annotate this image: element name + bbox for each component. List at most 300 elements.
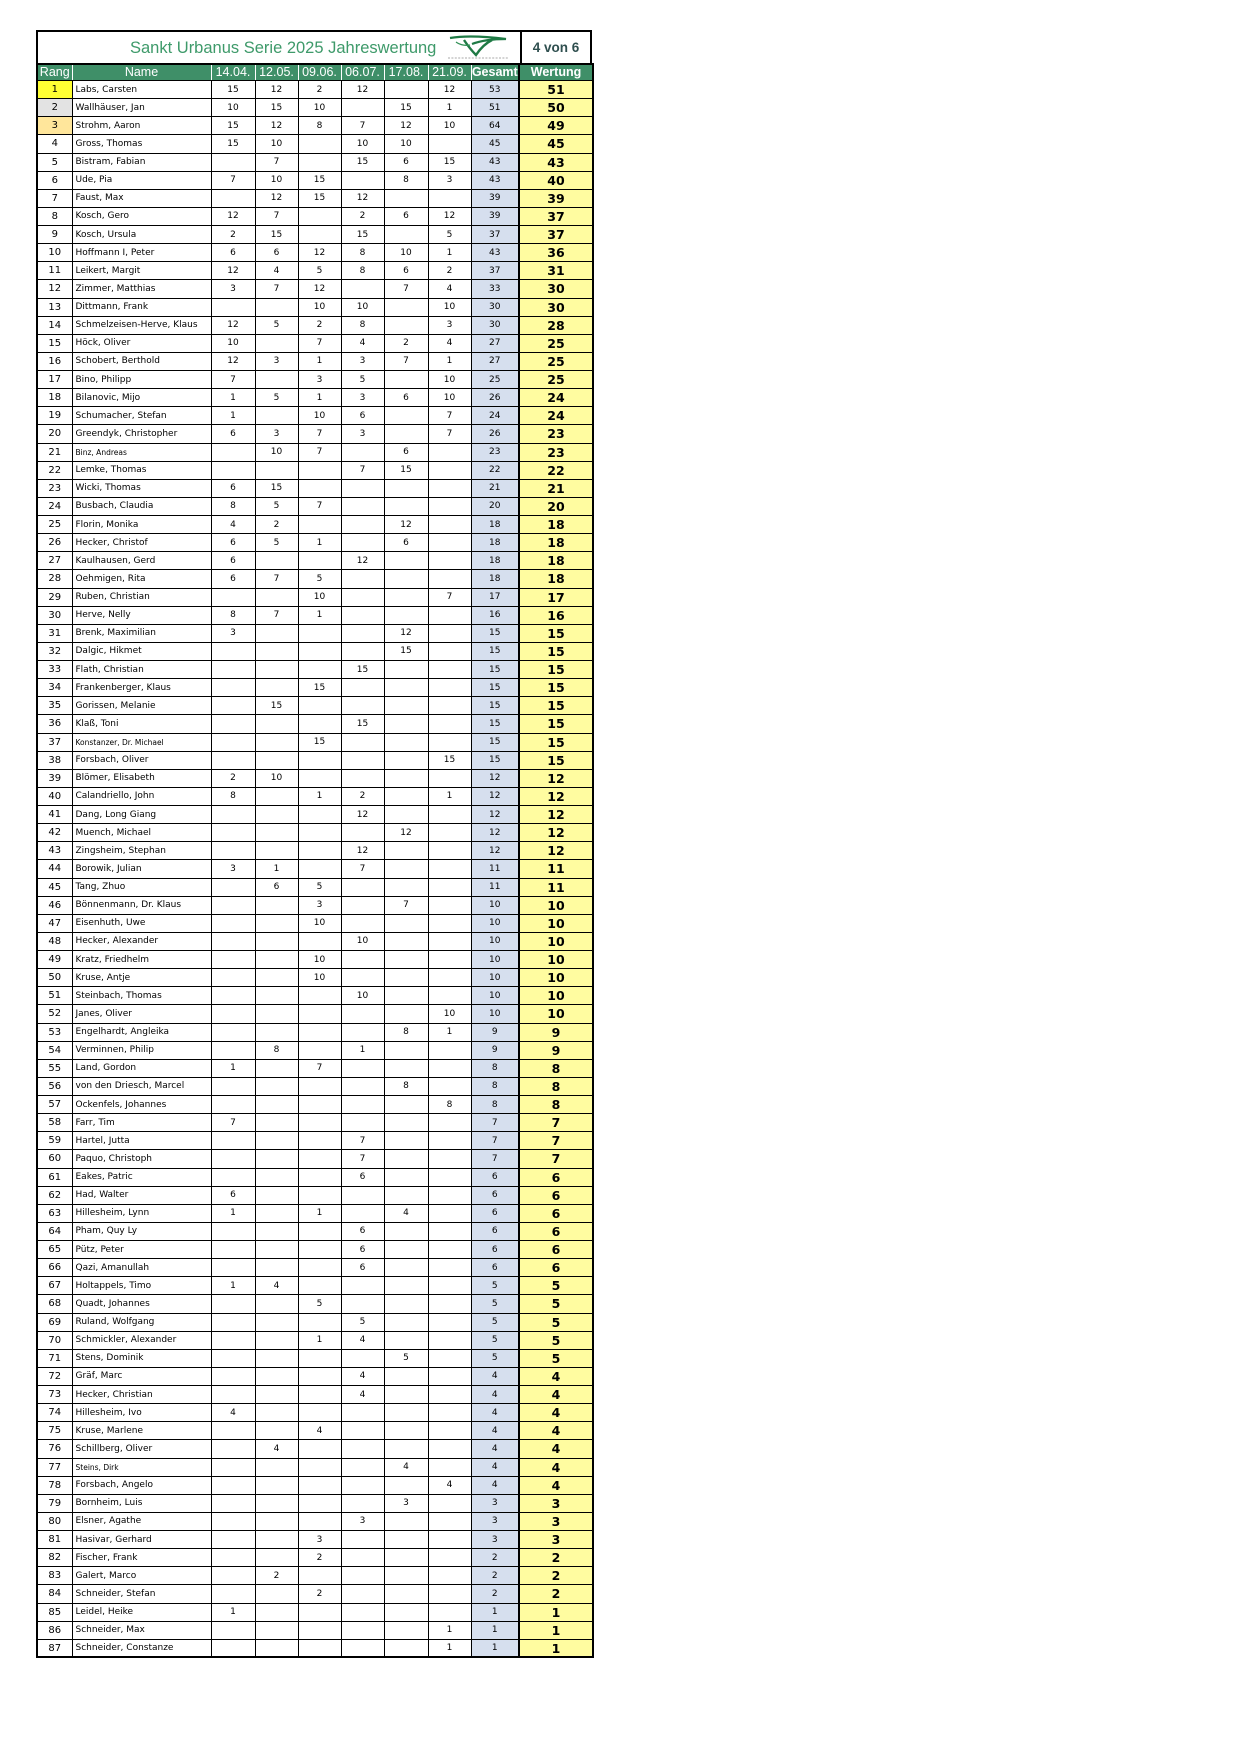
round-5-cell (384, 1621, 428, 1639)
round-6-cell (428, 1367, 471, 1385)
gesamt-cell: 8 (471, 1096, 519, 1114)
rank-cell: 5 (37, 153, 72, 171)
round-1-cell (211, 1476, 255, 1494)
round-2-cell (255, 371, 298, 389)
round-4-cell (341, 1349, 384, 1367)
round-4-cell: 15 (341, 715, 384, 733)
round-6-cell: 3 (428, 171, 471, 189)
round-6-cell: 7 (428, 425, 471, 443)
round-5-cell (384, 1567, 428, 1585)
round-5-cell (384, 1041, 428, 1059)
round-5-cell (384, 1404, 428, 1422)
round-3-cell (298, 1168, 341, 1186)
round-5-cell (384, 733, 428, 751)
rank-cell: 17 (37, 371, 72, 389)
round-3-cell: 1 (298, 1204, 341, 1222)
name-cell: Kosch, Gero (72, 207, 211, 225)
rank-cell: 9 (37, 226, 72, 244)
name-cell: Borowik, Julian (72, 860, 211, 878)
round-6-cell (428, 1585, 471, 1603)
round-6-cell (428, 1549, 471, 1567)
round-5-cell (384, 697, 428, 715)
round-2-cell: 5 (255, 534, 298, 552)
round-5-cell: 10 (384, 135, 428, 153)
gesamt-cell: 4 (471, 1367, 519, 1385)
gesamt-cell: 10 (471, 932, 519, 950)
wertung-cell: 8 (519, 1096, 593, 1114)
wertung-cell: 6 (519, 1259, 593, 1277)
round-4-cell (341, 1621, 384, 1639)
rank-cell: 36 (37, 715, 72, 733)
wertung-cell: 25 (519, 334, 593, 352)
gesamt-cell: 15 (471, 751, 519, 769)
wertung-cell: 4 (519, 1440, 593, 1458)
round-6-cell (428, 1186, 471, 1204)
wertung-cell: 4 (519, 1458, 593, 1476)
round-2-cell (255, 1404, 298, 1422)
gesamt-cell: 26 (471, 389, 519, 407)
rank-cell: 48 (37, 932, 72, 950)
round-4-cell: 10 (341, 135, 384, 153)
gesamt-cell: 8 (471, 1077, 519, 1095)
table-row (37, 479, 593, 497)
gesamt-cell: 45 (471, 135, 519, 153)
table-row (37, 1585, 593, 1603)
gesamt-cell: 3 (471, 1494, 519, 1512)
table-row (37, 1494, 593, 1512)
wertung-cell: 5 (519, 1295, 593, 1313)
round-4-cell (341, 534, 384, 552)
wertung-cell: 4 (519, 1386, 593, 1404)
round-3-cell: 1 (298, 389, 341, 407)
round-2-cell (255, 824, 298, 842)
table-row (37, 1041, 593, 1059)
wertung-cell: 8 (519, 1059, 593, 1077)
name-cell: Zingsheim, Stephan (72, 842, 211, 860)
round-3-cell (298, 1241, 341, 1259)
rank-cell: 24 (37, 497, 72, 515)
round-5-cell (384, 497, 428, 515)
round-2-cell (255, 461, 298, 479)
name-cell: Schneider, Constanze (72, 1639, 211, 1657)
round-4-cell (341, 679, 384, 697)
round-4-cell (341, 697, 384, 715)
rank-cell: 59 (37, 1132, 72, 1150)
round-3-cell: 10 (298, 407, 341, 425)
name-cell: Quadt, Johannes (72, 1295, 211, 1313)
round-3-cell (298, 1386, 341, 1404)
round-6-cell (428, 1494, 471, 1512)
name-cell: Faust, Max (72, 189, 211, 207)
rank-cell: 25 (37, 516, 72, 534)
round-2-cell: 6 (255, 244, 298, 262)
round-1-cell: 6 (211, 570, 255, 588)
round-3-cell: 10 (298, 914, 341, 932)
round-2-cell (255, 896, 298, 914)
round-1-cell: 7 (211, 371, 255, 389)
gesamt-cell: 12 (471, 787, 519, 805)
round-3-cell (298, 1313, 341, 1331)
round-3-cell (298, 1621, 341, 1639)
gesamt-cell: 39 (471, 207, 519, 225)
round-4-cell (341, 479, 384, 497)
name-cell: Wicki, Thomas (72, 479, 211, 497)
gesamt-cell: 7 (471, 1132, 519, 1150)
round-4-cell (341, 1494, 384, 1512)
name-cell: Leidel, Heike (72, 1603, 211, 1621)
round-3-cell: 2 (298, 1585, 341, 1603)
round-6-cell (428, 733, 471, 751)
table-row (37, 1549, 593, 1567)
round-1-cell: 1 (211, 1059, 255, 1077)
round-1-cell (211, 1259, 255, 1277)
col-header-round-3: 09.06. (298, 64, 341, 81)
table-row (37, 969, 593, 987)
round-4-cell (341, 1204, 384, 1222)
table-row (37, 1241, 593, 1259)
round-4-cell (341, 1023, 384, 1041)
table-row (37, 352, 593, 370)
name-cell: Galert, Marco (72, 1567, 211, 1585)
name-cell: Hartel, Jutta (72, 1132, 211, 1150)
name-cell: Schumacher, Stefan (72, 407, 211, 425)
round-1-cell: 1 (211, 1204, 255, 1222)
rank-cell: 72 (37, 1367, 72, 1385)
round-6-cell: 15 (428, 751, 471, 769)
name-cell: Land, Gordon (72, 1059, 211, 1077)
wertung-cell: 12 (519, 824, 593, 842)
gesamt-cell: 10 (471, 896, 519, 914)
rank-cell: 37 (37, 733, 72, 751)
round-1-cell (211, 1023, 255, 1041)
round-4-cell (341, 1440, 384, 1458)
round-1-cell: 6 (211, 1186, 255, 1204)
round-2-cell (255, 642, 298, 660)
round-3-cell: 2 (298, 316, 341, 334)
gesamt-cell: 5 (471, 1349, 519, 1367)
round-2-cell (255, 679, 298, 697)
round-5-cell: 3 (384, 1494, 428, 1512)
round-5-cell (384, 606, 428, 624)
round-6-cell (428, 1458, 471, 1476)
round-3-cell (298, 1005, 341, 1023)
wertung-cell: 4 (519, 1367, 593, 1385)
wertung-cell: 1 (519, 1639, 593, 1657)
round-1-cell (211, 1222, 255, 1240)
round-6-cell (428, 461, 471, 479)
round-5-cell (384, 1549, 428, 1567)
wertung-cell: 9 (519, 1023, 593, 1041)
table-row (37, 1259, 593, 1277)
round-4-cell: 6 (341, 407, 384, 425)
name-cell: Paquo, Christoph (72, 1150, 211, 1168)
table-row (37, 570, 593, 588)
round-1-cell (211, 1349, 255, 1367)
col-header-round-1: 14.04. (211, 64, 255, 81)
round-5-cell (384, 1585, 428, 1603)
table-row (37, 298, 593, 316)
round-1-cell: 10 (211, 99, 255, 117)
round-4-cell (341, 1295, 384, 1313)
round-4-cell: 7 (341, 860, 384, 878)
round-5-cell: 6 (384, 534, 428, 552)
round-5-cell: 2 (384, 334, 428, 352)
round-5-cell (384, 81, 428, 99)
gesamt-cell: 23 (471, 443, 519, 461)
round-6-cell (428, 896, 471, 914)
table-row (37, 1114, 593, 1132)
gesamt-cell: 33 (471, 280, 519, 298)
gesamt-cell: 18 (471, 516, 519, 534)
name-cell: Strohm, Aaron (72, 117, 211, 135)
round-5-cell (384, 860, 428, 878)
table-row (37, 443, 593, 461)
round-1-cell (211, 1005, 255, 1023)
round-3-cell: 15 (298, 679, 341, 697)
table-row (37, 407, 593, 425)
round-4-cell (341, 733, 384, 751)
round-1-cell: 6 (211, 552, 255, 570)
round-1-cell (211, 588, 255, 606)
round-6-cell: 4 (428, 334, 471, 352)
round-1-cell (211, 751, 255, 769)
table-row (37, 534, 593, 552)
round-4-cell: 7 (341, 117, 384, 135)
round-5-cell: 5 (384, 1349, 428, 1367)
wertung-cell: 23 (519, 425, 593, 443)
gesamt-cell: 2 (471, 1567, 519, 1585)
name-cell: Hoffmann I, Peter (72, 244, 211, 262)
round-2-cell: 6 (255, 878, 298, 896)
round-1-cell (211, 1096, 255, 1114)
round-4-cell: 2 (341, 787, 384, 805)
round-2-cell (255, 932, 298, 950)
round-1-cell: 12 (211, 262, 255, 280)
name-cell: Ruben, Christian (72, 588, 211, 606)
round-6-cell (428, 914, 471, 932)
rank-cell: 31 (37, 624, 72, 642)
round-6-cell: 1 (428, 1023, 471, 1041)
round-4-cell (341, 1585, 384, 1603)
round-6-cell: 1 (428, 1639, 471, 1657)
round-5-cell (384, 1096, 428, 1114)
round-4-cell (341, 1531, 384, 1549)
round-3-cell (298, 932, 341, 950)
wertung-cell: 7 (519, 1150, 593, 1168)
round-5-cell (384, 1440, 428, 1458)
table-row (37, 99, 593, 117)
round-4-cell: 3 (341, 1512, 384, 1530)
round-3-cell: 7 (298, 1059, 341, 1077)
table-row (37, 1639, 593, 1657)
name-cell: Greendyk, Christopher (72, 425, 211, 443)
round-6-cell (428, 443, 471, 461)
wertung-cell: 31 (519, 262, 593, 280)
round-3-cell (298, 1458, 341, 1476)
wertung-cell: 2 (519, 1549, 593, 1567)
table-row (37, 262, 593, 280)
wertung-cell: 18 (519, 570, 593, 588)
rank-cell: 70 (37, 1331, 72, 1349)
name-cell: Muench, Michael (72, 824, 211, 842)
round-2-cell (255, 715, 298, 733)
round-2-cell: 10 (255, 769, 298, 787)
col-header-rang: Rang (37, 64, 72, 81)
round-4-cell (341, 1476, 384, 1494)
round-4-cell: 3 (341, 389, 384, 407)
table-row (37, 1386, 593, 1404)
round-4-cell (341, 896, 384, 914)
round-6-cell (428, 860, 471, 878)
round-5-cell (384, 1114, 428, 1132)
name-cell: Kratz, Friedhelm (72, 951, 211, 969)
wertung-cell: 5 (519, 1313, 593, 1331)
rank-cell: 45 (37, 878, 72, 896)
rank-cell: 35 (37, 697, 72, 715)
round-6-cell (428, 1259, 471, 1277)
rank-cell: 64 (37, 1222, 72, 1240)
round-4-cell (341, 1096, 384, 1114)
round-3-cell: 10 (298, 969, 341, 987)
round-3-cell (298, 1077, 341, 1095)
round-2-cell: 4 (255, 262, 298, 280)
gesamt-cell: 18 (471, 552, 519, 570)
round-6-cell: 10 (428, 371, 471, 389)
round-4-cell: 6 (341, 1168, 384, 1186)
round-1-cell (211, 661, 255, 679)
round-6-cell (428, 1059, 471, 1077)
name-cell: Qazi, Amanullah (72, 1259, 211, 1277)
name-cell: Höck, Oliver (72, 334, 211, 352)
table-row (37, 860, 593, 878)
round-6-cell (428, 878, 471, 896)
rank-cell: 76 (37, 1440, 72, 1458)
round-1-cell (211, 1531, 255, 1549)
wertung-cell: 15 (519, 733, 593, 751)
round-5-cell (384, 298, 428, 316)
round-2-cell: 12 (255, 189, 298, 207)
round-6-cell (428, 1077, 471, 1095)
name-cell: Gräf, Marc (72, 1367, 211, 1385)
round-3-cell (298, 461, 341, 479)
table-row (37, 153, 593, 171)
name-cell: Kaulhausen, Gerd (72, 552, 211, 570)
round-1-cell (211, 189, 255, 207)
round-6-cell: 15 (428, 153, 471, 171)
rank-cell: 20 (37, 425, 72, 443)
round-1-cell (211, 1367, 255, 1385)
round-4-cell: 4 (341, 334, 384, 352)
round-5-cell (384, 479, 428, 497)
round-3-cell (298, 715, 341, 733)
round-2-cell (255, 1186, 298, 1204)
round-1-cell: 2 (211, 769, 255, 787)
round-4-cell: 3 (341, 425, 384, 443)
round-3-cell (298, 479, 341, 497)
rank-cell: 23 (37, 479, 72, 497)
name-cell: Busbach, Claudia (72, 497, 211, 515)
round-4-cell: 5 (341, 1313, 384, 1331)
name-cell: Hasivar, Gerhard (72, 1531, 211, 1549)
round-2-cell (255, 1585, 298, 1603)
name-cell: Forsbach, Angelo (72, 1476, 211, 1494)
wertung-cell: 4 (519, 1422, 593, 1440)
round-3-cell (298, 642, 341, 660)
table-row (37, 207, 593, 225)
gesamt-cell: 2 (471, 1549, 519, 1567)
round-3-cell: 7 (298, 334, 341, 352)
round-3-cell: 7 (298, 443, 341, 461)
round-1-cell: 15 (211, 81, 255, 99)
round-2-cell: 7 (255, 606, 298, 624)
table-row (37, 824, 593, 842)
round-4-cell (341, 969, 384, 987)
round-5-cell: 7 (384, 896, 428, 914)
gesamt-cell: 10 (471, 1005, 519, 1023)
table-row (37, 932, 593, 950)
wertung-cell: 37 (519, 207, 593, 225)
wertung-cell: 2 (519, 1567, 593, 1585)
wertung-cell: 30 (519, 298, 593, 316)
gesamt-cell: 6 (471, 1168, 519, 1186)
gesamt-cell: 17 (471, 588, 519, 606)
round-1-cell (211, 298, 255, 316)
round-5-cell (384, 1241, 428, 1259)
round-6-cell: 10 (428, 389, 471, 407)
round-3-cell: 1 (298, 1331, 341, 1349)
round-5-cell (384, 189, 428, 207)
round-2-cell (255, 914, 298, 932)
rank-cell: 82 (37, 1549, 72, 1567)
round-4-cell (341, 1404, 384, 1422)
table-row (37, 1295, 593, 1313)
gesamt-cell: 7 (471, 1150, 519, 1168)
round-5-cell (384, 407, 428, 425)
wertung-cell: 45 (519, 135, 593, 153)
gesamt-cell: 5 (471, 1313, 519, 1331)
table-row (37, 516, 593, 534)
round-2-cell: 7 (255, 570, 298, 588)
name-cell: Frankenberger, Klaus (72, 679, 211, 697)
rank-cell: 86 (37, 1621, 72, 1639)
round-6-cell (428, 1204, 471, 1222)
round-3-cell (298, 1567, 341, 1585)
round-4-cell (341, 642, 384, 660)
round-3-cell (298, 806, 341, 824)
rank-cell: 30 (37, 606, 72, 624)
gesamt-cell: 4 (471, 1476, 519, 1494)
wertung-cell: 12 (519, 842, 593, 860)
name-cell: Kruse, Antje (72, 969, 211, 987)
rank-cell: 85 (37, 1603, 72, 1621)
round-1-cell (211, 697, 255, 715)
wertung-cell: 43 (519, 153, 593, 171)
round-3-cell: 1 (298, 606, 341, 624)
gesamt-cell: 27 (471, 334, 519, 352)
name-cell: Holtappels, Timo (72, 1277, 211, 1295)
round-6-cell (428, 1132, 471, 1150)
round-6-cell (428, 1603, 471, 1621)
rank-cell: 79 (37, 1494, 72, 1512)
round-2-cell (255, 1494, 298, 1512)
round-5-cell: 12 (384, 117, 428, 135)
round-4-cell (341, 443, 384, 461)
table-row (37, 1603, 593, 1621)
round-5-cell (384, 316, 428, 334)
rank-cell: 22 (37, 461, 72, 479)
rank-cell: 21 (37, 443, 72, 461)
col-header-round-4: 06.07. (341, 64, 384, 81)
